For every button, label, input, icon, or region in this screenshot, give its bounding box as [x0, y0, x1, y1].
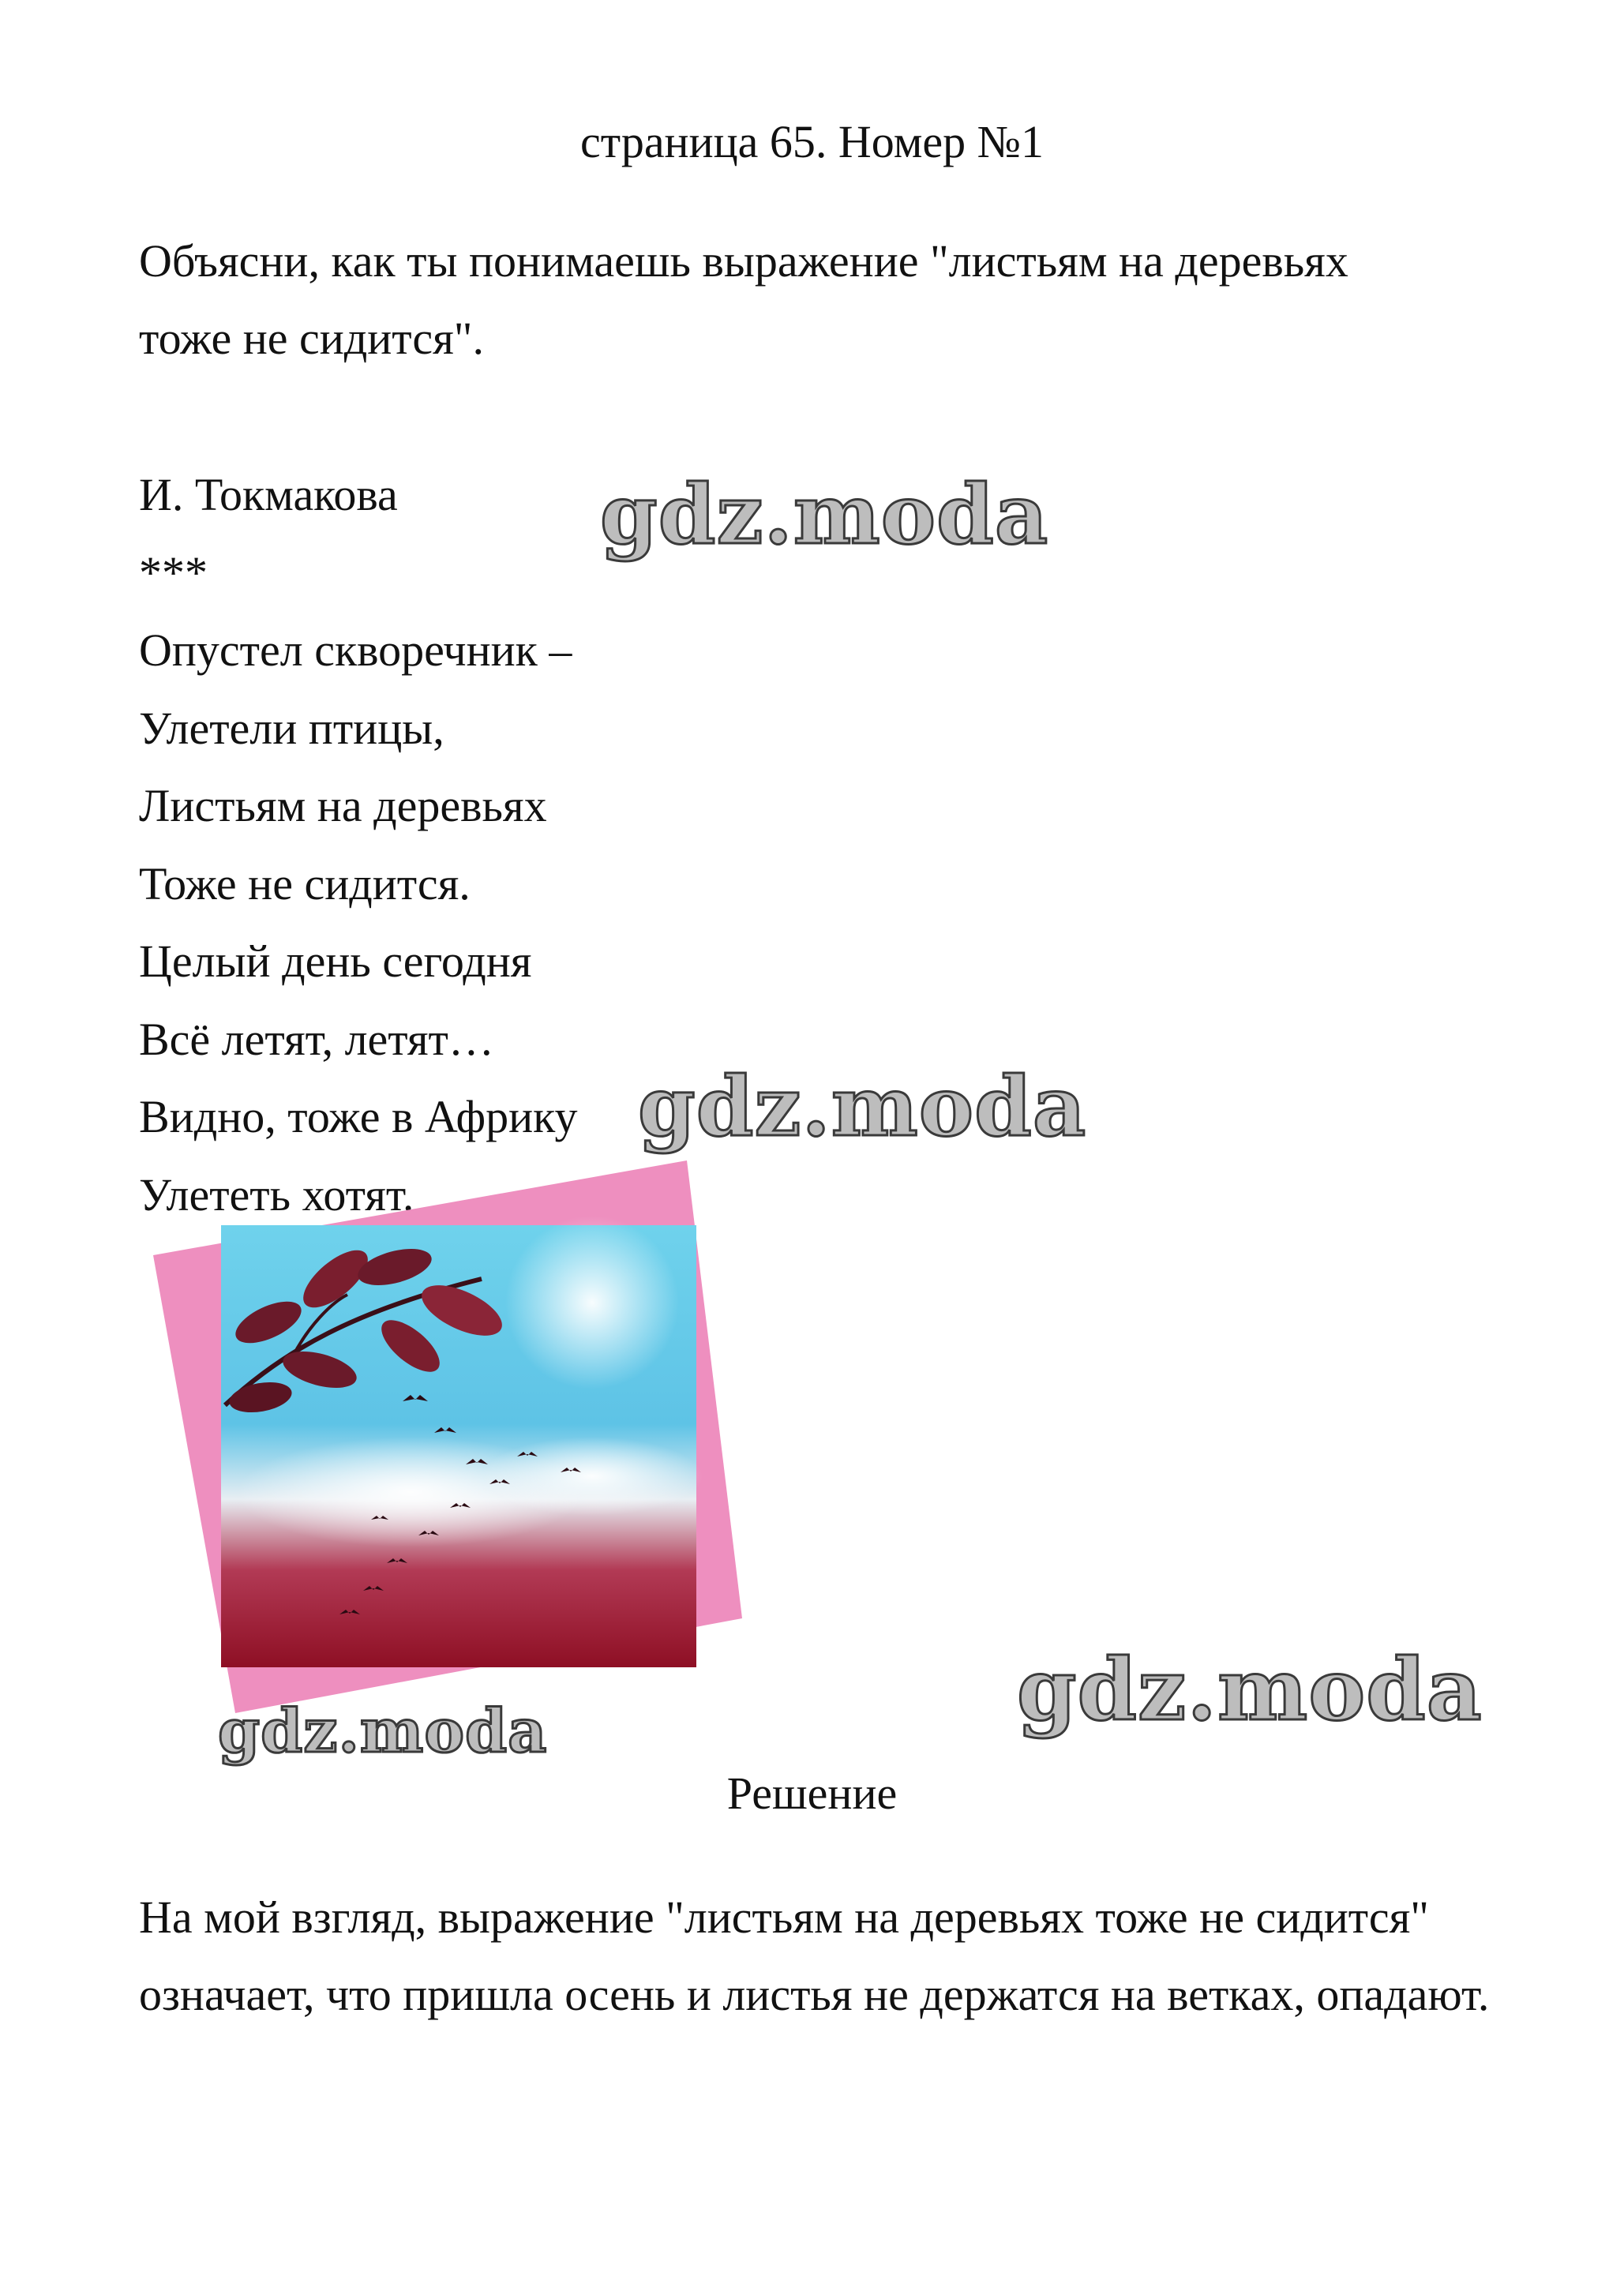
- poem-line: Всё летят, летят…: [139, 1013, 494, 1065]
- watermark: gdz.moda: [638, 1058, 1087, 1155]
- poem-author: И. Токмакова: [139, 469, 398, 520]
- poem: [139, 456, 1086, 1234]
- poem-line: Тоже не сидится.: [139, 857, 471, 909]
- poem-line: Улететь хотят.: [139, 1168, 414, 1220]
- watermark: gdz.moda: [218, 1696, 548, 1766]
- poem-line: Целый день сегодня: [139, 935, 532, 987]
- illustration-image: [150, 1160, 750, 1713]
- autumn-birds-illustration: [150, 1160, 750, 1713]
- task-question: Объясни, как ты понимаешь выражение "листьям на деревьях тоже не сидится".: [139, 235, 1348, 364]
- page-title: страница 65. Номер №1: [580, 116, 1044, 167]
- poem-line: Улетели птицы,: [139, 702, 444, 754]
- poem-separator: ***: [139, 546, 208, 598]
- watermark: gdz.moda: [1017, 1640, 1483, 1740]
- poem-line: Видно, тоже в Африку: [139, 1091, 578, 1142]
- watermark: gdz.moda: [600, 466, 1049, 563]
- poem-line: Листьям на деревьях: [139, 780, 547, 831]
- solution-heading: Решение: [726, 1768, 898, 1819]
- solution-text: На мой взгляд, выражение "листьям на деревьях тоже не сидится" означает, что пришла осень и листья не держатся на ветках, опадают.: [139, 1891, 1490, 2020]
- poem-line: Опустел скворечник –: [139, 624, 572, 676]
